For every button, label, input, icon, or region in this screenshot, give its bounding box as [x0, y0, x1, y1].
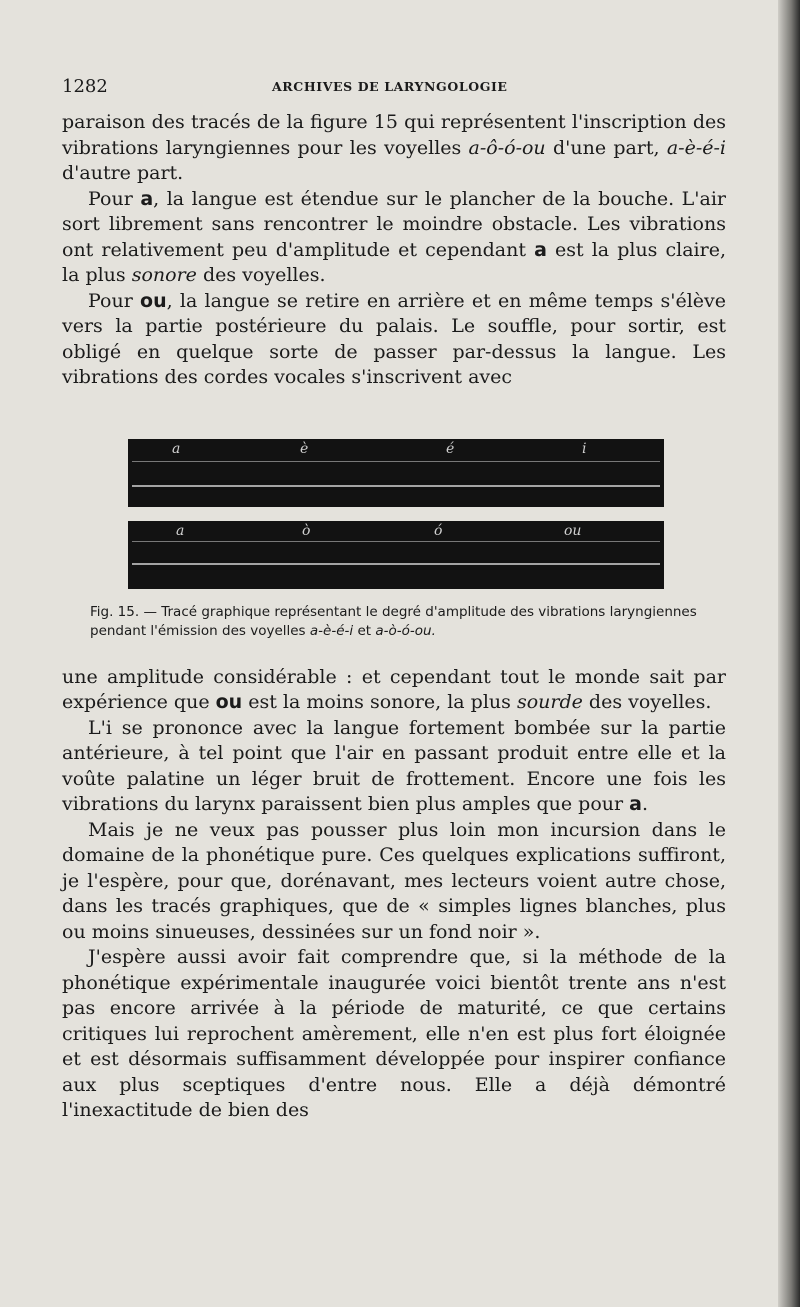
running-title: ARCHIVES DE LARYNGOLOGIE [272, 79, 508, 94]
paragraph-1: paraison des tracés de la figure 15 qui représentent l'inscription des vibrations laryngiennes pour les voyelles a-ô-ó-ou d'une part, a-è-é-i d'autre part. [62, 111, 726, 184]
paragraph-6: Mais je ne veux pas pousser plus loin mon incursion dans le domaine de la phonétique pure. Ces quelques explications suffiront, je l'espère, pour que, dorénavant, mes lecteurs voient autre chose, dans les tracés graphiques, que de « simples lignes blanches, plus ou moins sinueuses, dessinées sur un fond noir ». [62, 818, 726, 943]
text-before-figure [62, 110, 726, 391]
caption-text: — Tracé graphique représentant le degré d'amplitude des vibrations laryngiennes pendant l'émission des voyelles [90, 603, 697, 639]
band-label: a [172, 440, 181, 457]
band-label: ò [302, 522, 311, 539]
paragraph-3: Pour ou, la langue se retire en arrière et en même temps s'élève vers la partie postérieure du palais. Le souffle, pour sortir, est obligé en quelque sorte de passer par-dessus la langue. Les vibrations des cordes vocales s'inscrivent avec [62, 289, 726, 388]
paragraph-4: une amplitude considérable : et cependant tout le monde sait par expérience que ou est la moins sonore, la plus sourde des voyelles. [62, 665, 726, 713]
figure-caption: Fig. 15. — Tracé graphique représentant le degré d'amplitude des vibrations laryngiennes pendant l'émission des voyelles a-è-é-i et a-ò-ó-ou. [90, 603, 697, 639]
paragraph-5: L'i se prononce avec la langue fortement bombée sur la partie antérieure, à tel point que l'air en passant produit entre elle et la voûte palatine un léger bruit de frottement. Encore une fois les vibrations du larynx paraissent bien plus amples que pour a. [62, 716, 726, 815]
caption-label: Fig. 15. [90, 603, 140, 620]
book-page [62, 76, 726, 1124]
band-label: é [446, 440, 455, 457]
trace-band-a-e-e-i [128, 439, 664, 507]
trace-line [132, 485, 660, 487]
page-number: 1282 [62, 76, 108, 97]
band-label: a [176, 522, 185, 539]
trace-line [132, 541, 660, 542]
band-label: è [300, 440, 309, 457]
band-label: i [582, 440, 587, 457]
text-after-figure [62, 665, 726, 1124]
band-label: ou [564, 522, 582, 539]
paragraph-2: Pour a, la langue est étendue sur le plancher de la bouche. L'air sort librement sans rencontrer le moindre obstacle. Les vibrations ont relativement peu d'amplitude et cependant a est la plus claire, la plus sonore des voyelles. [62, 187, 727, 286]
page-edge-shadow [778, 0, 800, 1307]
trace-band-a-o-o-ou [128, 521, 664, 589]
trace-line [132, 563, 660, 565]
band-label: ó [434, 522, 443, 539]
figure-15 [128, 439, 664, 589]
running-head [62, 76, 726, 100]
trace-line [132, 461, 660, 462]
paragraph-7: J'espère aussi avoir fait comprendre que, si la méthode de la phonétique expérimentale inaugurée voici bientôt trente ans n'est pas encore arrivée à la période de maturité, ce que certains critiques lui reprochent amèrement, elle n'en est plus fort éloignée et est désormais suffisamment développée pour inspirer confiance aux plus sceptiques d'entre nous. Elle a déjà démontré l'inexactitude de bien des [62, 946, 726, 1121]
